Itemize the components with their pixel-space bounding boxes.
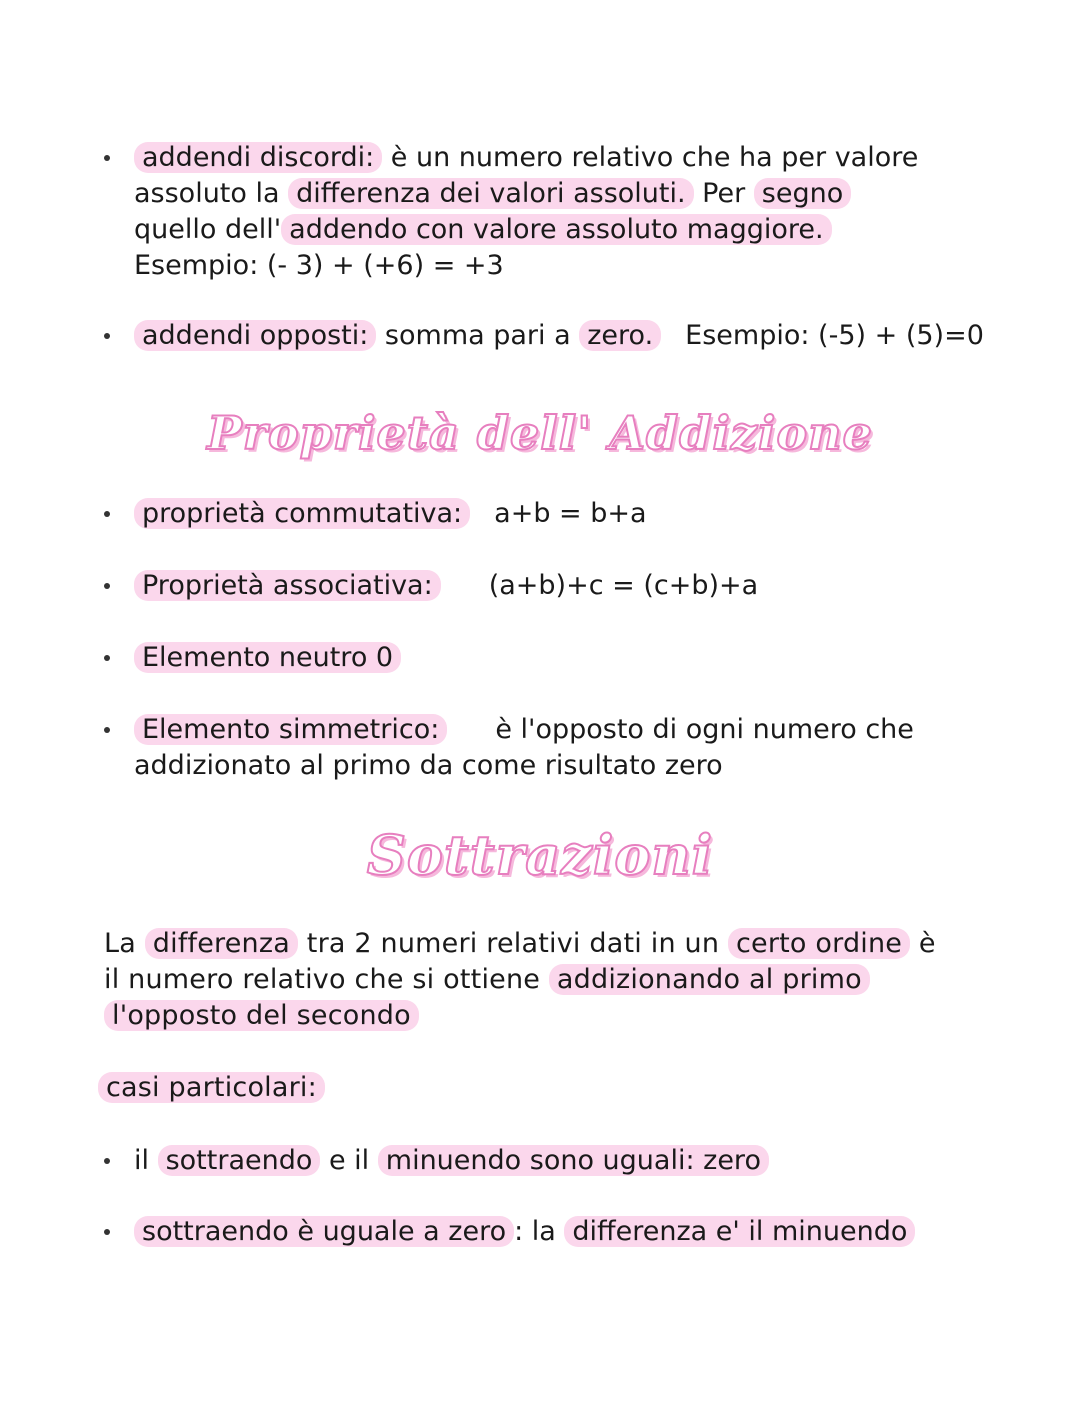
sottrazione-definition: La differenza tra 2 numeri relativi dati in un certo ordine è il numero relativo che si ottiene addizionando al primo l'opposto del secondo — [104, 928, 936, 1031]
bullet-dot — [104, 727, 110, 733]
associativa-formula: (a+b)+c = (c+b)+a — [488, 570, 759, 601]
discordi-example: Esempio: (- 3) + (+6) = +3 — [134, 250, 504, 281]
case2-highlight-sottraendo: sottraendo è uguale a zero — [134, 1216, 514, 1247]
discordi-highlight-maggiore: addendo con valore assoluto maggiore. — [281, 214, 831, 245]
heading-proprieta-addizione: Proprietà dell' Addizione — [207, 406, 873, 460]
bullet-dot — [104, 1158, 110, 1164]
discordi-highlight-segno: segno — [754, 178, 851, 209]
discordi-label: addendi discordi: — [134, 142, 382, 173]
definition-highlight-addizionando: addizionando al primo — [549, 964, 870, 995]
bullet-dot — [104, 583, 110, 589]
bullet-dot — [104, 333, 110, 339]
simmetrico-label: Elemento simmetrico: — [134, 714, 447, 745]
neutro-label: Elemento neutro 0 — [134, 642, 401, 673]
commutativa-label: proprietà commutativa: — [134, 498, 470, 529]
definition-highlight-differenza: differenza — [145, 928, 298, 959]
opposti-example: Esempio: (-5) + (5)=0 — [685, 320, 984, 351]
bullet-dot — [104, 655, 110, 661]
case1-highlight-sottraendo: sottraendo — [158, 1145, 321, 1176]
discordi-highlight-differenza: differenza dei valori assoluti. — [288, 178, 693, 209]
associativa-label: Proprietà associativa: — [134, 570, 441, 601]
notes-page: addendi discordi: è un numero relativo che ha per valore assoluto la differenza dei valori assoluti. Per segno quello dell' addendo con valore assoluto maggiore. Esempio: (- 3) + (+6) = +3 addendi opposti: somma pari a zero. Esempio: (-5) + (5)=0 Proprietà dell' Addizione proprietà commutativa: a+b = b+a Proprietà associativa: (a+b)+c = (c+b)+a Elemento neutro 0 Elemento simmetrico: è l'opposto di ogni numero che addizionato al primo da come risultato zero Sottrazioni La differenza tra 2 numeri relativi dati in un certo ordine è il numero relativo che si ottiene addizionando al primo l'opposto del secondo casi particolari: il sottraendo e il minuendo sono uguali: zero sottraendo è uguale a zero : la differenza e' il minuendo — [0, 0, 1080, 1412]
bullet-dot — [104, 155, 110, 161]
case2-highlight-differenza: differenza e' il minuendo — [564, 1216, 915, 1247]
heading-sottrazioni: Sottrazioni — [366, 823, 714, 887]
bullet-dot — [104, 1229, 110, 1235]
casi-particolari-label: casi particolari: — [98, 1070, 698, 1106]
opposti-label: addendi opposti: — [134, 320, 376, 351]
definition-highlight-opposto: l'opposto del secondo — [104, 1000, 419, 1031]
case1-highlight-minuendo: minuendo sono uguali: zero — [378, 1145, 769, 1176]
commutativa-formula: a+b = b+a — [494, 498, 647, 529]
bullet-dot — [104, 511, 110, 517]
discordi-text: addendi discordi: è un numero relativo che ha per valore assoluto la differenza dei valori assoluti. Per segno quello dell' addendo con valore assoluto maggiore. Esempio: (- 3) + (+6) = +3 — [134, 142, 919, 281]
opposti-text: addendi opposti: somma pari a zero. Esempio: (-5) + (5)=0 — [134, 318, 994, 354]
opposti-highlight-zero: zero. — [579, 320, 661, 351]
definition-highlight-ordine: certo ordine — [728, 928, 910, 959]
